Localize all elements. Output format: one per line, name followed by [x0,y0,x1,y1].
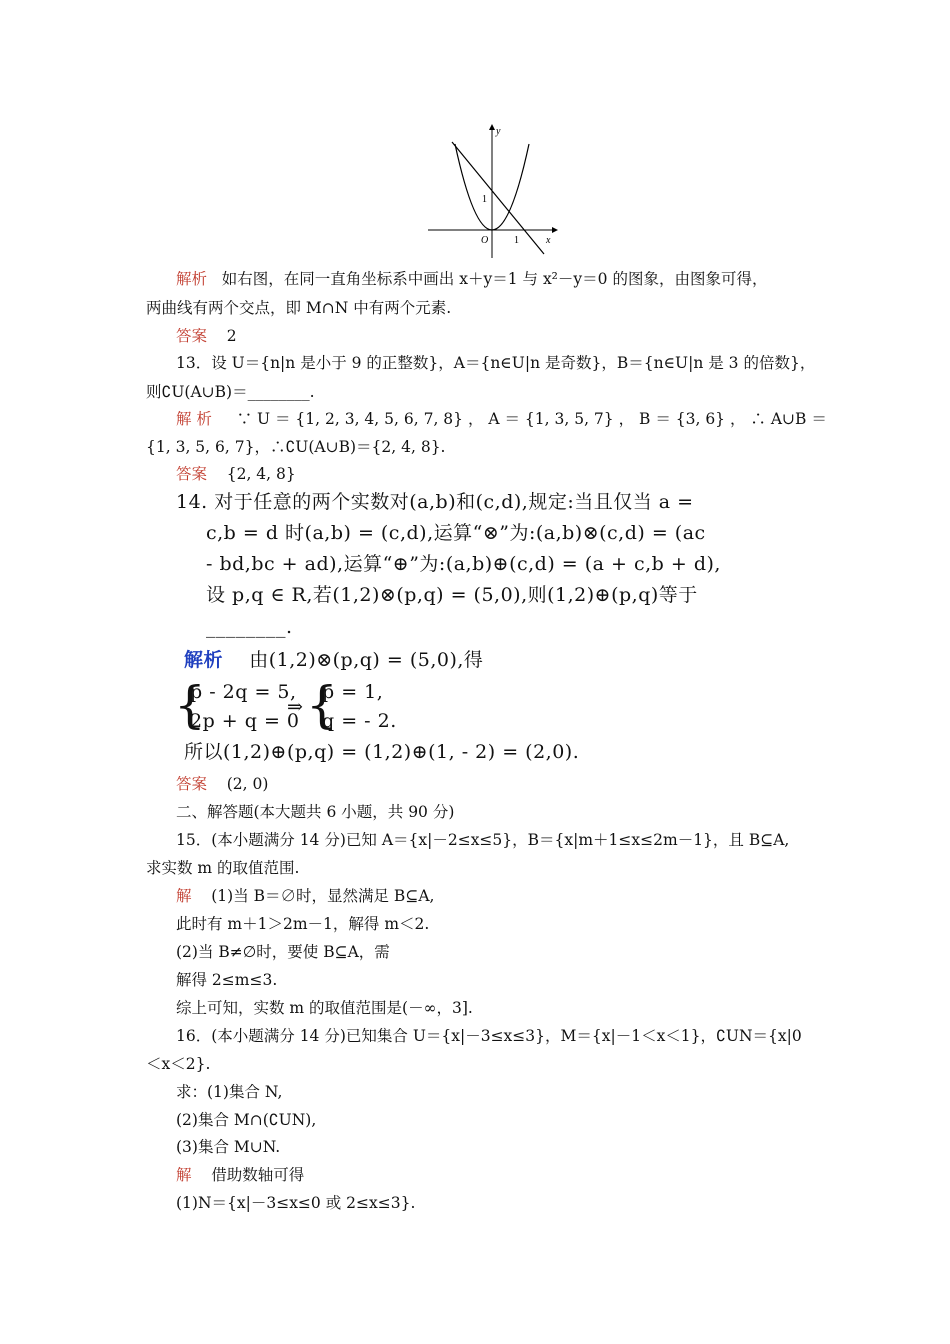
question-14-blank: ________. [206,616,293,638]
question-16-line-5: (3)集合 M∪N. [176,1138,281,1156]
question-13-line-2: 则∁U(A∪B)＝________. [146,383,315,401]
y-axis-label: y [496,126,501,137]
question-14-line-2: c,b = d 时(a,b) = (c,d),运算“⊗”为:(a,b)⊗(c,d) = (ac [206,522,706,544]
analysis-label: 解 析 [176,410,212,428]
question-14-line-4: 设 p,q ∈ R,若(1,2)⊗(p,q) = (5,0),则(1,2)⊕(p,q)等于 [206,584,698,606]
solution-15-line [176,885,434,907]
answer-14-line [176,773,268,795]
solution-16-line [176,1164,304,1186]
answer-13-line [176,463,296,485]
solution-text: (1)当 B＝∅时，显然满足 B⊆A, [211,887,435,905]
implies-arrow-icon: ⇒ [287,696,304,718]
analysis-label: 解析 [184,649,224,671]
solution-eq-2: q = - 2. [322,710,397,732]
solution-15-line-5: 综上可知，实数 m 的取值范围是(－∞，3]. [176,999,473,1017]
solution-label: 解 [176,887,192,905]
answer-value: 2 [226,327,237,345]
answer-value: {2, 4, 8} [226,465,296,483]
y-tick-1: 1 [482,194,487,205]
answer-line [176,325,237,347]
question-14-line-3: - bd,bc + ad),运算“⊕”为:(a,b)⊕(c,d) = (a + c,b + d), [206,553,721,575]
analysis-14-line [184,645,483,675]
analysis-line [176,268,767,290]
solution-label: 解 [176,1166,192,1184]
question-16-line-2: ＜x＜2}. [146,1055,211,1073]
question-16: 16．(本小题满分 14 分)已知集合 U＝{x|－3≤x≤3}，M＝{x|－1＜x＜1}，∁UN＝{x|0 [176,1027,802,1045]
system-eq-2: 2p + q = 0 [190,710,300,732]
solution-16-line-2: (1)N＝{x|－3≤x≤0 或 2≤x≤3}. [176,1194,416,1212]
answer-label: 答案 [176,327,208,345]
question-15-line-2: 求实数 m 的取值范围. [146,859,300,877]
right-brace-icon: { [306,676,338,734]
function-graph [422,122,562,262]
analysis-label: 解析 [176,270,208,288]
analysis-text: 如右图，在同一直角坐标系中画出 x＋y＝1 与 x²－y＝0 的图象，由图象可得， [221,270,768,288]
question-13: 13．设 U＝{n|n 是小于 9 的正整数}，A＝{n∈U|n 是奇数}，B＝{n∈U|n 是 3 的倍数}， [176,354,816,372]
y-axis-arrow-icon [489,124,495,130]
solution-eq-1: p = 1, [322,681,384,703]
question-14: 14. 对于任意的两个实数对(a,b)和(c,d),规定:当且仅当 a = [176,491,694,513]
answer-label: 答案 [176,465,208,483]
answer-value: (2, 0) [226,775,269,793]
question-16-line-4: (2)集合 M∩(∁UN), [176,1111,317,1129]
x-tick-1: 1 [514,235,519,246]
solution-15-line-4: 解得 2≤m≤3. [176,971,278,989]
analysis-line-2: 两曲线有两个交点，即 M∩N 中有两个元素. [146,299,452,317]
solution-text: 借助数轴可得 [211,1166,305,1184]
left-brace-icon: { [174,676,206,734]
question-16-line-3: 求：(1)集合 N, [176,1083,283,1101]
answer-label: 答案 [176,775,208,793]
line-x-plus-y-eq-1 [452,142,544,254]
analysis-text: 由(1,2)⊗(p,q) = (5,0),得 [249,649,484,671]
solution-15-line-3: (2)当 B≠∅时，要使 B⊆A，需 [176,943,390,961]
question-15: 15．(本小题满分 14 分)已知 A＝{x|－2≤x≤5}，B＝{x|m＋1≤x≤2m－1}，且 B⊆A, [176,831,790,849]
section-heading: 二、解答题(本大题共 6 小题，共 90 分) [176,803,455,821]
conclusion-14: 所以(1,2)⊕(p,q) = (1,2)⊕(1, - 2) = (2,0). [184,741,580,763]
analysis-13-line [176,408,827,430]
system-eq-1: p - 2q = 5, [190,681,297,703]
analysis-13-line-2: {1, 3, 5, 6, 7}，∴∁U(A∪B)＝{2, 4, 8}. [146,438,446,456]
origin-label: O [481,235,489,246]
x-axis-arrow-icon [552,227,558,233]
solution-15-line-2: 此时有 m＋1＞2m－1，解得 m＜2. [176,915,430,933]
analysis-text: ∵ U ＝ {1, 2, 3, 4, 5, 6, 7, 8} ， A ＝ {1, 3, 5, 7} ， B ＝ {3, 6} ， ∴ A∪B ＝ [236,410,827,428]
x-axis-label: x [546,235,551,246]
